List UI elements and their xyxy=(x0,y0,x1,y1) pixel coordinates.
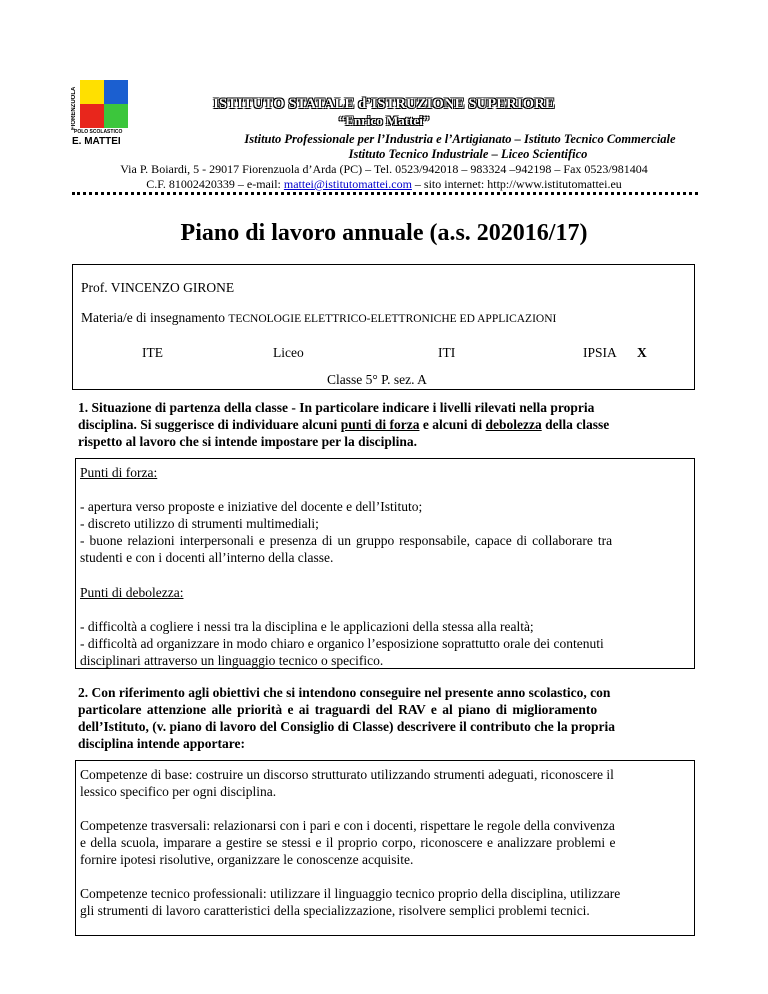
forza-item-1: - apertura verso proposte e iniziative del docente e dell’Istituto; xyxy=(80,499,423,514)
institute-address: Via P. Boiardi, 5 - 29017 Fiorenzuola d’Arda (PC) – Tel. 0523/942018 – 983324 –942198 – Fax 0523/981404 xyxy=(120,162,648,176)
section2-heading-line1: 2. Con riferimento agli obiettivi che si intendono conseguire nel presente anno scolastico, con xyxy=(78,685,611,700)
section2-box xyxy=(75,760,695,936)
section2-heading-line2: particolare attenzione alle priorità e ai traguardi del RAV e al piano di miglioramento xyxy=(78,702,598,717)
forza-item-3b: studenti e con i docenti all’interno della classe. xyxy=(80,550,334,565)
forza-item-3a: - buone relazioni interpersonali e presenza di un gruppo responsabile, capace di collaborare tra xyxy=(80,533,613,548)
section1-heading-c: e alcuni di xyxy=(419,417,486,432)
type-ipsia: IPSIA xyxy=(583,345,617,360)
debolezza-item-2a: - difficoltà ad organizzare in modo chiaro e organico l’esposizione soprattutto orale dei contenuti xyxy=(80,636,604,651)
logo-name-text: E. MATTEI xyxy=(72,136,121,147)
forza-title: Punti di forza: xyxy=(80,465,158,480)
cf-prefix: C.F. 81002420339 – e-mail: xyxy=(146,177,284,191)
cf-suffix: – sito internet: http://www.istitutomattei.eu xyxy=(411,177,622,191)
institute-title: ISTITUTO STATALE d’ISTRUZIONE SUPERIORE xyxy=(213,96,555,112)
classe-label: Classe 5° P. sez. A xyxy=(327,372,427,387)
section1-box xyxy=(75,458,695,669)
debolezza-item-1: - difficoltà a cogliere i nessi tra la disciplina e le applicazioni della stessa alla realtà; xyxy=(80,619,534,634)
competenze-trasversali-line1: Competenze trasversali: relazionarsi con i pari e con i docenti, rispettare le regole della convivenza xyxy=(80,818,615,833)
section2-heading-line4: disciplina intende apportare: xyxy=(78,736,246,751)
institute-types-line1: Istituto Professionale per l’Industria e l’Artigianato – Istituto Tecnico Commerciale xyxy=(244,132,676,146)
selected-mark: X xyxy=(637,345,647,360)
competenze-tecniche-line2: gli strumenti di lavoro caratteristici della specializzazione, risolvere semplici problemi tecnici. xyxy=(80,903,590,918)
debolezza-item-2b: disciplinari attraverso un linguaggio tecnico o specifico. xyxy=(80,653,384,668)
logo-vertical-text: FIORENZUOLA xyxy=(71,86,77,130)
institute-types-line2: Istituto Tecnico Industriale – Liceo Scientifico xyxy=(348,147,588,161)
materia-line xyxy=(81,309,556,328)
email-link[interactable]: mattei@istitutomattei.com xyxy=(283,177,412,191)
section1-heading-line3: rispetto al lavoro che si intende impostare per la disciplina. xyxy=(78,434,418,449)
type-liceo: Liceo xyxy=(273,345,304,360)
institute-name: “Enrico Mattei” xyxy=(338,113,430,128)
dotted-separator xyxy=(72,186,698,195)
teacher-info-box xyxy=(72,264,695,390)
section1-heading-line1: 1. Situazione di partenza della classe - In particolare indicare i livelli rilevati nella propria xyxy=(78,400,595,415)
logo-polo-text: POLO SCOLASTICO xyxy=(74,129,123,135)
materia-value: TECNOLOGIE ELETTRICO-ELETTRONICHE ED APPLICAZIONI xyxy=(228,313,557,325)
section1-heading-b: disciplina. Si suggerisce di individuare alcuni xyxy=(78,417,341,432)
debolezza-title: Punti di debolezza: xyxy=(80,585,184,600)
materia-label: Materia/e di insegnamento xyxy=(81,310,229,325)
competenze-trasversali-line3: fornire ipotesi risolutive, organizzare le conoscenze acquisite. xyxy=(80,852,414,867)
prof-name: Prof. VINCENZO GIRONE xyxy=(81,280,235,295)
competenze-trasversali-line2: e della scuola, imparare a gestire se stessi e il proprio corpo, riconoscere e analizzare problemi e xyxy=(80,835,616,850)
competenze-base-line1: Competenze di base: costruire un discorso strutturato utilizzando strumenti adeguati, riconoscere il xyxy=(80,767,614,782)
section1-forza-underlined: punti di forza xyxy=(340,417,420,432)
competenze-tecniche-line1: Competenze tecnico professionali: utilizzare il linguaggio tecnico proprio della disciplina, utilizzare xyxy=(80,886,621,901)
type-iti: ITI xyxy=(438,345,456,360)
section1-heading-d: della classe xyxy=(541,417,610,432)
forza-item-2: - discreto utilizzo di strumenti multimediali; xyxy=(80,516,319,531)
competenze-base-line2: lessico specifico per ogni disciplina. xyxy=(80,784,277,799)
type-ite: ITE xyxy=(142,345,163,360)
section2-heading-line3: dell’Istituto, (v. piano di lavoro del Consiglio di Classe) descrivere il contributo che la propria xyxy=(78,719,616,734)
section1-debolezza-underlined: debolezza xyxy=(485,417,542,432)
page-title: Piano di lavoro annuale (a.s. 202016/17) xyxy=(180,220,588,246)
section1-heading-line2 xyxy=(78,416,692,433)
